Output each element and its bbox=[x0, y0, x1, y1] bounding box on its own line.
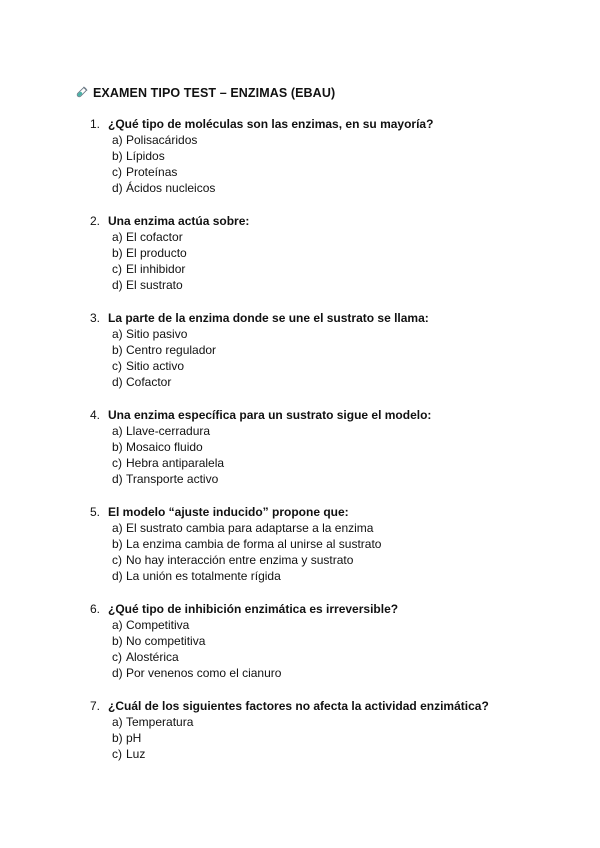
option-letter: a) bbox=[112, 618, 123, 632]
test-tube-icon bbox=[74, 86, 88, 100]
option-letter: c) bbox=[112, 553, 122, 567]
answer-option bbox=[112, 358, 560, 374]
option-letter: a) bbox=[112, 230, 123, 244]
option-letter: a) bbox=[112, 715, 123, 729]
option-text: pH bbox=[126, 731, 142, 745]
option-text: Sitio pasivo bbox=[126, 327, 188, 341]
option-text: Polisacáridos bbox=[126, 133, 198, 147]
option-text: Hebra antiparalela bbox=[126, 456, 225, 470]
question-text: ¿Cuál de los siguientes factores no afecta la actividad enzimática? bbox=[108, 699, 489, 713]
option-text: Por venenos como el cianuro bbox=[126, 666, 282, 680]
answer-option bbox=[112, 277, 560, 293]
question-item bbox=[90, 504, 560, 584]
question-text: La parte de la enzima donde se une el sustrato se llama: bbox=[108, 311, 429, 325]
question-number: 6. bbox=[90, 602, 101, 616]
answer-option bbox=[112, 552, 560, 568]
option-letter: d) bbox=[112, 472, 123, 486]
option-letter: b) bbox=[112, 343, 123, 357]
question-text: ¿Qué tipo de inhibición enzimática es irreversible? bbox=[108, 602, 399, 616]
option-letter: d) bbox=[112, 278, 123, 292]
option-text: El producto bbox=[126, 246, 187, 260]
answer-option bbox=[112, 455, 560, 471]
option-text: El sustrato cambia para adaptarse a la enzima bbox=[126, 521, 374, 535]
option-text: No competitiva bbox=[126, 634, 206, 648]
question-text: El modelo “ajuste inducido” propone que: bbox=[108, 505, 349, 519]
option-text: Ácidos nucleicos bbox=[126, 181, 216, 195]
answer-options bbox=[90, 520, 560, 584]
option-letter: c) bbox=[112, 262, 122, 276]
question-header bbox=[90, 504, 560, 520]
option-letter: b) bbox=[112, 634, 123, 648]
question-item bbox=[90, 601, 560, 681]
option-letter: a) bbox=[112, 424, 123, 438]
option-text: Mosaico fluido bbox=[126, 440, 203, 454]
question-item bbox=[90, 310, 560, 390]
answer-option bbox=[112, 148, 560, 164]
answer-options bbox=[90, 617, 560, 681]
question-item bbox=[90, 407, 560, 487]
answer-option bbox=[112, 536, 560, 552]
option-text: El inhibidor bbox=[126, 262, 186, 276]
answer-options bbox=[90, 423, 560, 487]
question-text: Una enzima específica para un sustrato sigue el modelo: bbox=[108, 408, 432, 422]
option-text: Alostérica bbox=[126, 650, 179, 664]
answer-option bbox=[112, 132, 560, 148]
question-number: 5. bbox=[90, 505, 101, 519]
question-header bbox=[90, 116, 560, 132]
answer-option bbox=[112, 746, 560, 762]
answer-option bbox=[112, 245, 560, 261]
option-letter: d) bbox=[112, 569, 123, 583]
option-text: Transporte activo bbox=[126, 472, 219, 486]
option-letter: a) bbox=[112, 521, 123, 535]
question-header bbox=[90, 310, 560, 326]
exam-title-text: EXAMEN TIPO TEST – ENZIMAS (EBAU) bbox=[93, 86, 336, 100]
answer-option bbox=[112, 633, 560, 649]
answer-option bbox=[112, 730, 560, 746]
question-text: Una enzima actúa sobre: bbox=[108, 214, 250, 228]
question-header bbox=[90, 213, 560, 229]
option-letter: d) bbox=[112, 666, 123, 680]
answer-option bbox=[112, 180, 560, 196]
question-header bbox=[90, 407, 560, 423]
option-text: Proteínas bbox=[126, 165, 178, 179]
question-header bbox=[90, 698, 560, 714]
answer-option bbox=[112, 617, 560, 633]
question-number: 1. bbox=[90, 117, 101, 131]
option-text: Lípidos bbox=[126, 149, 165, 163]
option-letter: a) bbox=[112, 327, 123, 341]
exam-title bbox=[74, 86, 335, 100]
answer-option bbox=[112, 520, 560, 536]
option-letter: b) bbox=[112, 246, 123, 260]
answer-options bbox=[90, 714, 560, 762]
option-letter: c) bbox=[112, 747, 122, 761]
option-letter: a) bbox=[112, 133, 123, 147]
option-text: La unión es totalmente rígida bbox=[126, 569, 281, 583]
option-text: No hay interacción entre enzima y sustrato bbox=[126, 553, 354, 567]
option-letter: c) bbox=[112, 165, 122, 179]
answer-option bbox=[112, 471, 560, 487]
option-text: Llave-cerradura bbox=[126, 424, 211, 438]
option-text: La enzima cambia de forma al unirse al sustrato bbox=[126, 537, 382, 551]
question-number: 3. bbox=[90, 311, 101, 325]
answer-option bbox=[112, 374, 560, 390]
answer-options bbox=[90, 326, 560, 390]
question-number: 7. bbox=[90, 699, 101, 713]
answer-option bbox=[112, 439, 560, 455]
option-letter: b) bbox=[112, 149, 123, 163]
option-letter: c) bbox=[112, 359, 122, 373]
option-letter: b) bbox=[112, 537, 123, 551]
option-text: Luz bbox=[126, 747, 146, 761]
option-letter: c) bbox=[112, 650, 122, 664]
option-text: Centro regulador bbox=[126, 343, 217, 357]
option-text: El cofactor bbox=[126, 230, 183, 244]
answer-option bbox=[112, 229, 560, 245]
option-text: El sustrato bbox=[126, 278, 183, 292]
option-letter: b) bbox=[112, 731, 123, 745]
answer-option bbox=[112, 665, 560, 681]
answer-option bbox=[112, 423, 560, 439]
option-letter: d) bbox=[112, 181, 123, 195]
question-header bbox=[90, 601, 560, 617]
option-letter: d) bbox=[112, 375, 123, 389]
question-text: ¿Qué tipo de moléculas son las enzimas, en su mayoría? bbox=[108, 117, 434, 131]
question-item bbox=[90, 213, 560, 293]
option-text: Temperatura bbox=[126, 715, 194, 729]
option-text: Competitiva bbox=[126, 618, 190, 632]
question-list bbox=[90, 116, 560, 779]
option-text: Sitio activo bbox=[126, 359, 185, 373]
question-item bbox=[90, 116, 560, 196]
option-text: Cofactor bbox=[126, 375, 172, 389]
answer-option bbox=[112, 326, 560, 342]
answer-options bbox=[90, 132, 560, 196]
option-letter: b) bbox=[112, 440, 123, 454]
option-letter: c) bbox=[112, 456, 122, 470]
answer-option bbox=[112, 714, 560, 730]
answer-options bbox=[90, 229, 560, 293]
question-item bbox=[90, 698, 560, 762]
answer-option bbox=[112, 342, 560, 358]
answer-option bbox=[112, 261, 560, 277]
answer-option bbox=[112, 164, 560, 180]
answer-option bbox=[112, 568, 560, 584]
question-number: 2. bbox=[90, 214, 101, 228]
question-number: 4. bbox=[90, 408, 101, 422]
answer-option bbox=[112, 649, 560, 665]
